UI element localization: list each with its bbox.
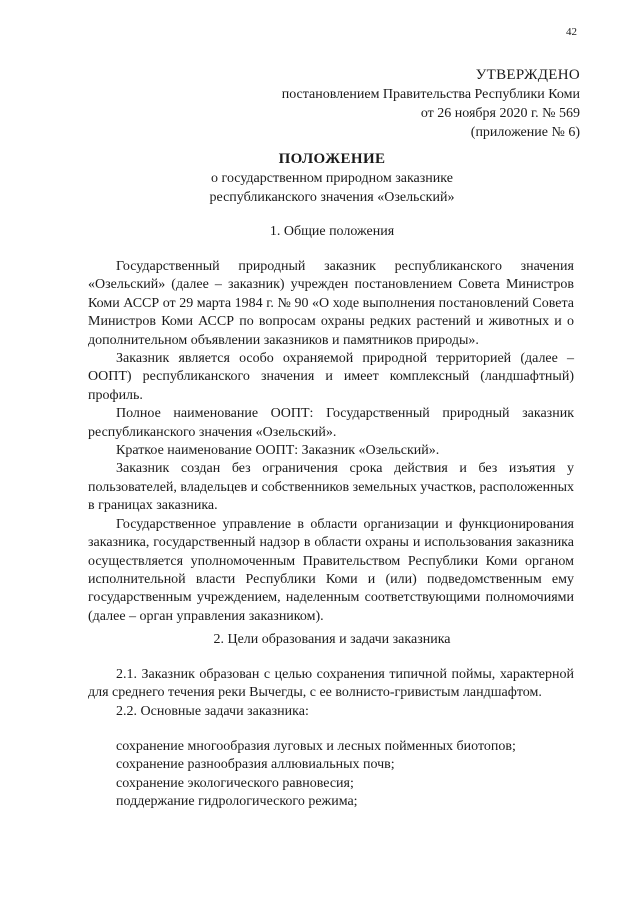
page-number: 42 xyxy=(566,26,577,38)
document-subtitle-2: республиканского значения «Озельский» xyxy=(209,190,455,205)
approval-line-2: от 26 ноября 2020 г. № 569 xyxy=(420,106,580,121)
paragraph: Заказник создан без ограничения срока действия и без изъятия у пользователей, владельцев и собственников земельных участков, расположенных в границах заказника. xyxy=(88,461,575,514)
document-title: ПОЛОЖЕНИЕ xyxy=(278,151,386,167)
approval-line-1: постановлением Правительства Республики Коми xyxy=(281,87,580,102)
list-item: сохранение многообразия луговых и лесных пойменных биотопов; xyxy=(116,739,516,754)
section-2-body xyxy=(88,666,574,721)
paragraph: Заказник является особо охраняемой природной территорией (далее – ООПТ) республиканского значения и имеет комплексный (ландшафтный) профиль. xyxy=(88,351,574,403)
tasks-list xyxy=(116,738,576,812)
title-block xyxy=(0,150,640,207)
paragraph: Краткое наименование ООПТ: Заказник «Озельский». xyxy=(116,443,440,459)
paragraph: Государственное управление в области организации и функционирования заказника, государственный надзор в области охраны и использования заказника осуществляется уполномоченным Правительством Республики Коми органом исполнительной власти Республики Коми и (или) подведомственным ему государственным учреждением, наделенным соответствующими полномочиями (далее – орган управления заказником). xyxy=(88,516,574,624)
paragraph: 2.1. Заказник образован с целью сохранения типичной поймы, характерной для среднего течения реки Вычегды, с ее волнисто-гривистым ландшафтом. xyxy=(88,667,574,701)
paragraph: 2.2. Основные задачи заказника: xyxy=(116,703,309,719)
section-2-heading: 2. Цели образования и задачи заказника xyxy=(213,632,451,647)
document-subtitle-1: о государственном природном заказнике xyxy=(211,171,453,186)
paragraph: Полное наименование ООПТ: Государственный природный заказник республиканского значения «Озельский». xyxy=(88,406,574,440)
approval-heading: УТВЕРЖДЕНО xyxy=(475,67,580,83)
section-1-body xyxy=(88,258,574,626)
section-1-heading: 1. Общие положения xyxy=(269,224,395,239)
list-item: поддержание гидрологического режима; xyxy=(116,794,358,810)
paragraph: Государственный природный заказник республиканского значения «Озельский» (далее – заказник) учрежден постановлением Совета Министров Коми АССР от 29 марта 1984 г. № 90 «О ходе выполнения постановлений Совета Министров Коми АССР по вопросам охраны редких растений и животных и о дополнительном объявлении заказников и памятников природы». xyxy=(88,259,574,348)
approval-line-3: (приложение № 6) xyxy=(470,125,580,140)
list-item: сохранение экологического равновесия; xyxy=(116,775,354,791)
list-item: сохранение разнообразия аллювиальных почв; xyxy=(116,757,395,773)
approval-block xyxy=(282,66,580,142)
